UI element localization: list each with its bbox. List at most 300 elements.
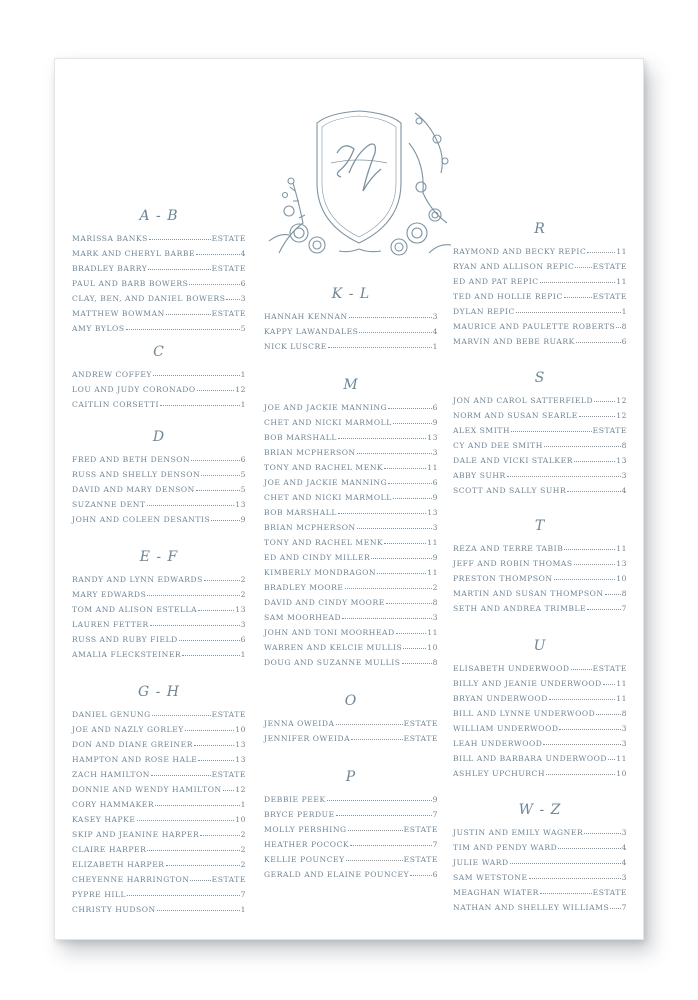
table-assignment: ESTATE [592, 426, 627, 435]
table-assignment: ESTATE [403, 855, 438, 864]
guest-row [453, 885, 627, 900]
guest-row [264, 595, 438, 610]
guest-row [72, 857, 246, 872]
guest-name: PRESTON THOMPSON [453, 574, 553, 583]
dot-leader [182, 655, 239, 656]
table-assignment: 2 [240, 845, 246, 854]
dot-leader [610, 908, 620, 909]
guest-row [453, 571, 627, 586]
dot-leader [608, 759, 615, 760]
guest-name: AMY BYLOS [72, 324, 125, 333]
table-assignment: 6 [621, 337, 627, 346]
dot-leader [388, 408, 431, 409]
dot-leader [594, 401, 615, 402]
guest-name: BRYAN UNDERWOOD [453, 694, 548, 703]
dot-leader [393, 423, 432, 424]
table-assignment: 2 [240, 590, 246, 599]
guest-row [453, 586, 627, 601]
table-assignment: 8 [621, 322, 627, 331]
dot-leader [564, 549, 615, 550]
table-assignment: 3 [432, 523, 438, 532]
table-assignment: 4 [621, 858, 627, 867]
guest-name: KELLIE POUNCEY [264, 855, 345, 864]
dot-leader [574, 564, 616, 565]
guest-row [264, 400, 438, 415]
guest-name: DALE AND VICKI STALKER [453, 456, 573, 465]
guest-name: PYPRE HILL [72, 890, 127, 899]
table-assignment: 4 [621, 843, 627, 852]
guest-name: FRED AND BETH DENSON [72, 455, 191, 464]
guest-row [264, 339, 438, 354]
guest-row [264, 520, 438, 535]
guest-row [453, 855, 627, 870]
guest-name: MARY EDWARDS [72, 590, 147, 599]
table-assignment: 2 [240, 860, 246, 869]
dot-leader [336, 724, 403, 725]
guest-name: LEAH UNDERWOOD [453, 739, 543, 748]
guest-row [453, 259, 627, 274]
guest-name: CY AND DEE SMITH [453, 441, 543, 450]
guest-name: JULIE WARD [453, 858, 509, 867]
guest-row [453, 601, 627, 616]
dot-leader [338, 513, 426, 514]
dot-leader [327, 800, 432, 801]
guest-row [72, 782, 246, 797]
table-assignment: 4 [621, 486, 627, 495]
table-assignment: ESTATE [403, 734, 438, 743]
dot-leader [198, 760, 234, 761]
guest-name: BRIAN MCPHERSON [264, 448, 356, 457]
table-assignment: 6 [432, 870, 438, 879]
dot-leader [148, 269, 210, 270]
table-assignment: 3 [621, 873, 627, 882]
dot-leader [596, 714, 620, 715]
guest-name: CLAIRE HARPER [72, 845, 147, 854]
dot-leader [371, 558, 431, 559]
dot-leader [349, 317, 432, 318]
dot-leader [345, 588, 432, 589]
guest-name: JON AND CAROL SATTERFIELD [453, 396, 594, 405]
dot-leader [338, 438, 426, 439]
dot-leader [393, 498, 432, 499]
guest-name: MOLLY PERSHING [264, 825, 347, 834]
guest-row [72, 902, 246, 917]
dot-leader [384, 543, 426, 544]
section-letter-heading: T [534, 518, 546, 534]
section-letter-heading: S [534, 370, 546, 386]
guest-name: GERALD AND ELAINE POUNCEY [264, 870, 410, 879]
dot-leader [147, 850, 239, 851]
guest-name: DON AND DIANE GREINER [72, 740, 193, 749]
table-assignment: 1 [240, 370, 246, 379]
guest-row [72, 812, 246, 827]
guest-row [264, 610, 438, 625]
guest-name: CHRISTY HUDSON [72, 905, 156, 914]
guest-row [453, 706, 627, 721]
guest-row [264, 655, 438, 670]
guest-row [264, 309, 438, 324]
table-assignment: 13 [235, 740, 246, 749]
guest-name: KIMBERLY MONDRAGON [264, 568, 377, 577]
dot-leader [350, 845, 431, 846]
guest-row [72, 842, 246, 857]
table-assignment: ESTATE [211, 770, 246, 779]
section-letter-heading: E - F [139, 549, 179, 565]
seating-chart-card [54, 58, 644, 940]
letter-section [264, 286, 438, 354]
guest-name: BOB MARSHALL [264, 508, 337, 517]
table-assignment: 13 [235, 755, 246, 764]
letter-section [453, 221, 627, 349]
dot-leader [160, 405, 240, 406]
guest-row [453, 289, 627, 304]
guest-name: ED AND CINDY MILLER [264, 553, 371, 562]
guest-row [72, 632, 246, 647]
dot-leader [191, 460, 239, 461]
dot-leader [357, 528, 432, 529]
dot-leader [554, 579, 616, 580]
floral-crest-icon [259, 83, 459, 263]
guest-name: NORM AND SUSAN SEARLE [453, 411, 578, 420]
guest-name: BRADLEY MOORE [264, 583, 344, 592]
table-assignment: 9 [432, 418, 438, 427]
table-assignment: 6 [432, 478, 438, 487]
table-assignment: 1 [432, 342, 438, 351]
guest-name: NATHAN AND SHELLEY WILLIAMS [453, 903, 610, 912]
guest-row [264, 565, 438, 580]
guest-name: RAYMOND AND BECKY REPIC [453, 247, 587, 256]
table-assignment: ESTATE [211, 309, 246, 318]
guest-row [453, 319, 627, 334]
guest-name: BILLY AND JEANIE UNDERWOOD [453, 679, 602, 688]
dot-leader [223, 790, 235, 791]
guest-name: SETH AND ANDREA TRIMBLE [453, 604, 587, 613]
dot-leader [127, 895, 239, 896]
table-assignment: 11 [616, 277, 627, 286]
dot-leader [403, 648, 426, 649]
table-assignment: 1 [240, 650, 246, 659]
dot-leader [396, 633, 427, 634]
guest-name: ZACH HAMILTON [72, 770, 150, 779]
table-assignment: 6 [432, 403, 438, 412]
table-assignment: 1 [240, 800, 246, 809]
dot-leader [567, 491, 620, 492]
section-letter-heading: O [344, 693, 358, 709]
table-assignment: 11 [427, 463, 438, 472]
table-assignment: ESTATE [211, 875, 246, 884]
guest-row [264, 807, 438, 822]
guest-row [264, 535, 438, 550]
table-assignment: 9 [432, 553, 438, 562]
guest-row [264, 580, 438, 595]
guest-name: HEATHER POCOCK [264, 840, 350, 849]
guest-row [453, 468, 627, 483]
dot-leader [348, 830, 403, 831]
dot-leader [197, 390, 235, 391]
guest-row [72, 797, 246, 812]
dot-leader [402, 663, 432, 664]
table-assignment: 1 [240, 905, 246, 914]
table-assignment: 9 [240, 515, 246, 524]
guest-row [453, 483, 627, 498]
table-assignment: 1 [621, 307, 627, 316]
guest-name: KAPPY LAWANDALES [264, 327, 359, 336]
guest-row [72, 827, 246, 842]
guest-name: LAUREN FETTER [72, 620, 149, 629]
guest-row [264, 505, 438, 520]
guest-name: PAUL AND BARB BOWERS [72, 279, 189, 288]
guest-name: JUSTIN AND EMILY WAGNER [453, 828, 584, 837]
dot-leader [151, 775, 211, 776]
guest-name: DYLAN REPIC [453, 307, 515, 316]
guest-name: TONY AND RACHEL MENK [264, 538, 384, 547]
guest-row [264, 731, 438, 746]
guest-name: LOU AND JUDY CORONADO [72, 385, 196, 394]
letter-section [453, 802, 627, 915]
dot-leader [226, 299, 239, 300]
section-letter-heading: P [345, 769, 357, 785]
guest-name: ELISABETH UNDERWOOD [453, 664, 570, 673]
guest-row [453, 423, 627, 438]
guest-name: BOB MARSHALL [264, 433, 337, 442]
table-assignment: ESTATE [592, 888, 627, 897]
guest-row [72, 707, 246, 722]
section-letter-heading: D [152, 429, 166, 445]
table-assignment: 1 [240, 400, 246, 409]
table-assignment: 10 [235, 815, 246, 824]
guest-row [72, 321, 246, 336]
guest-name: JOE AND NAZLY GORLEY [72, 725, 184, 734]
guest-row [72, 752, 246, 767]
table-assignment: ESTATE [403, 825, 438, 834]
letter-section [72, 684, 246, 917]
letter-section [264, 693, 438, 746]
section-letter-heading: R [534, 221, 546, 237]
table-assignment: 11 [616, 754, 627, 763]
table-assignment: 12 [616, 411, 627, 420]
dot-leader [200, 835, 239, 836]
dot-leader [328, 347, 432, 348]
guest-row [72, 452, 246, 467]
section-letter-heading: M [343, 377, 359, 393]
table-assignment: 2 [240, 830, 246, 839]
guest-row [453, 408, 627, 423]
guest-name: BRYCE PERDUE [264, 810, 335, 819]
dot-leader [179, 640, 240, 641]
table-assignment: 3 [432, 613, 438, 622]
guest-row [453, 840, 627, 855]
table-assignment: 13 [616, 559, 627, 568]
dot-leader [126, 329, 240, 330]
guest-row [72, 737, 246, 752]
guest-row [264, 430, 438, 445]
dot-leader [204, 580, 240, 581]
guest-row [264, 460, 438, 475]
dot-leader [384, 468, 426, 469]
section-letter-heading: U [533, 638, 547, 654]
dot-leader [574, 461, 615, 462]
table-assignment: 3 [432, 312, 438, 321]
letter-section [264, 769, 438, 882]
dot-leader [516, 312, 621, 313]
guest-name: ED AND PAT REPIC [453, 277, 539, 286]
dot-leader [576, 342, 621, 343]
section-letter-heading: W - Z [518, 802, 562, 818]
guest-row [72, 367, 246, 382]
dot-leader [342, 618, 431, 619]
table-assignment: 8 [621, 441, 627, 450]
dot-leader [388, 483, 431, 484]
guest-name: HAMPTON AND ROSE HALE [72, 755, 198, 764]
table-assignment: 12 [616, 396, 627, 405]
dot-leader [616, 327, 620, 328]
table-assignment: 7 [621, 604, 627, 613]
guest-row [453, 556, 627, 571]
guest-row [72, 587, 246, 602]
table-assignment: ESTATE [592, 292, 627, 301]
dot-leader [351, 739, 402, 740]
dot-leader [386, 603, 432, 604]
dot-leader [166, 314, 211, 315]
dot-leader [190, 880, 210, 881]
guest-row [264, 324, 438, 339]
guest-name: JENNA OWEIDA [264, 719, 335, 728]
dot-leader [137, 820, 235, 821]
guest-row [264, 625, 438, 640]
dot-leader [603, 684, 615, 685]
guest-name: TONY AND RACHEL MENK [264, 463, 384, 472]
guest-name: CORY HAMMAKER [72, 800, 155, 809]
guest-row [72, 722, 246, 737]
dot-leader [198, 610, 234, 611]
table-assignment: 6 [240, 279, 246, 288]
table-assignment: ESTATE [592, 262, 627, 271]
letter-section [72, 549, 246, 662]
guest-name: DANIEL GENUNG [72, 710, 151, 719]
guest-name: ASHLEY UPCHURCH [453, 769, 546, 778]
dot-leader [196, 490, 240, 491]
dot-leader [147, 505, 235, 506]
section-letter-heading: A - B [139, 208, 179, 224]
dot-leader [587, 252, 615, 253]
dot-leader [510, 863, 621, 864]
dot-leader [529, 878, 621, 879]
guest-row [72, 767, 246, 782]
table-assignment: 3 [240, 294, 246, 303]
guest-row [264, 716, 438, 731]
table-assignment: 10 [616, 769, 627, 778]
guest-row [264, 415, 438, 430]
guest-row [453, 438, 627, 453]
guest-row [72, 512, 246, 527]
guest-row [453, 825, 627, 840]
dot-leader [559, 729, 620, 730]
dot-leader [546, 774, 615, 775]
guest-row [264, 445, 438, 460]
dot-leader [605, 594, 621, 595]
table-assignment: 8 [621, 709, 627, 718]
table-assignment: 7 [432, 810, 438, 819]
guest-name: JOHN AND TONI MOORHEAD [264, 628, 395, 637]
guest-row [264, 640, 438, 655]
table-assignment: 10 [616, 574, 627, 583]
letter-section [453, 518, 627, 616]
guest-name: TOM AND ALISON ESTELLA [72, 605, 198, 614]
guest-name: SAM MOORHEAD [264, 613, 342, 622]
dot-leader [155, 805, 239, 806]
table-assignment: 11 [427, 628, 438, 637]
guest-name: DEBBIE PEEK [264, 795, 326, 804]
table-assignment: 11 [427, 538, 438, 547]
guest-row [453, 661, 627, 676]
guest-name: DOUG AND SUZANNE MULLIS [264, 658, 401, 667]
guest-row [453, 334, 627, 349]
guest-row [453, 453, 627, 468]
guest-name: SAM WETSTONE [453, 873, 528, 882]
guest-name: SUZANNE DENT [72, 500, 146, 509]
letter-section [453, 638, 627, 781]
guest-name: CHET AND NICKI MARMOLL [264, 418, 392, 427]
guest-row [264, 867, 438, 882]
table-assignment: 3 [621, 471, 627, 480]
letter-section [72, 429, 246, 527]
dot-leader [587, 609, 620, 610]
guest-name: SCOTT AND SALLY SUHR [453, 486, 567, 495]
guest-row [453, 736, 627, 751]
dot-leader [152, 715, 211, 716]
guest-row [72, 617, 246, 632]
guest-name: RANDY AND LYNN EDWARDS [72, 575, 203, 584]
guest-name: MATTHEW BOWMAN [72, 309, 165, 318]
table-assignment: 13 [427, 508, 438, 517]
dot-leader [575, 267, 591, 268]
guest-row [264, 490, 438, 505]
dot-leader [346, 860, 403, 861]
table-assignment: 3 [621, 724, 627, 733]
table-assignment: 10 [427, 643, 438, 652]
guest-name: AMALIA FLECKSTEINER [72, 650, 182, 659]
dot-leader [357, 453, 432, 454]
table-assignment: 7 [432, 840, 438, 849]
guest-name: MARK AND CHERYL BARBE [72, 249, 196, 258]
guest-row [264, 822, 438, 837]
guest-row [453, 870, 627, 885]
guest-row [72, 887, 246, 902]
guest-row [264, 475, 438, 490]
dot-leader [543, 744, 620, 745]
dot-leader [544, 446, 621, 447]
dot-leader [359, 332, 431, 333]
letter-section [72, 208, 246, 336]
dot-leader [549, 699, 615, 700]
table-assignment: 8 [621, 589, 627, 598]
guest-name: ELIZABETH HARPER [72, 860, 165, 869]
guest-row [264, 550, 438, 565]
guest-row [453, 541, 627, 556]
dot-leader [196, 254, 240, 255]
guest-name: ANDREW COFFEY [72, 370, 152, 379]
guest-row [453, 721, 627, 736]
table-assignment: 6 [240, 455, 246, 464]
guest-name: TED AND HOLLIE REPIC [453, 292, 563, 301]
dot-leader [194, 745, 234, 746]
guest-name: MEAGHAN WIATER [453, 888, 539, 897]
dot-leader [150, 625, 240, 626]
dot-leader [540, 282, 616, 283]
table-assignment: 9 [432, 493, 438, 502]
table-assignment: 5 [240, 324, 246, 333]
section-letter-heading: C [153, 344, 165, 360]
